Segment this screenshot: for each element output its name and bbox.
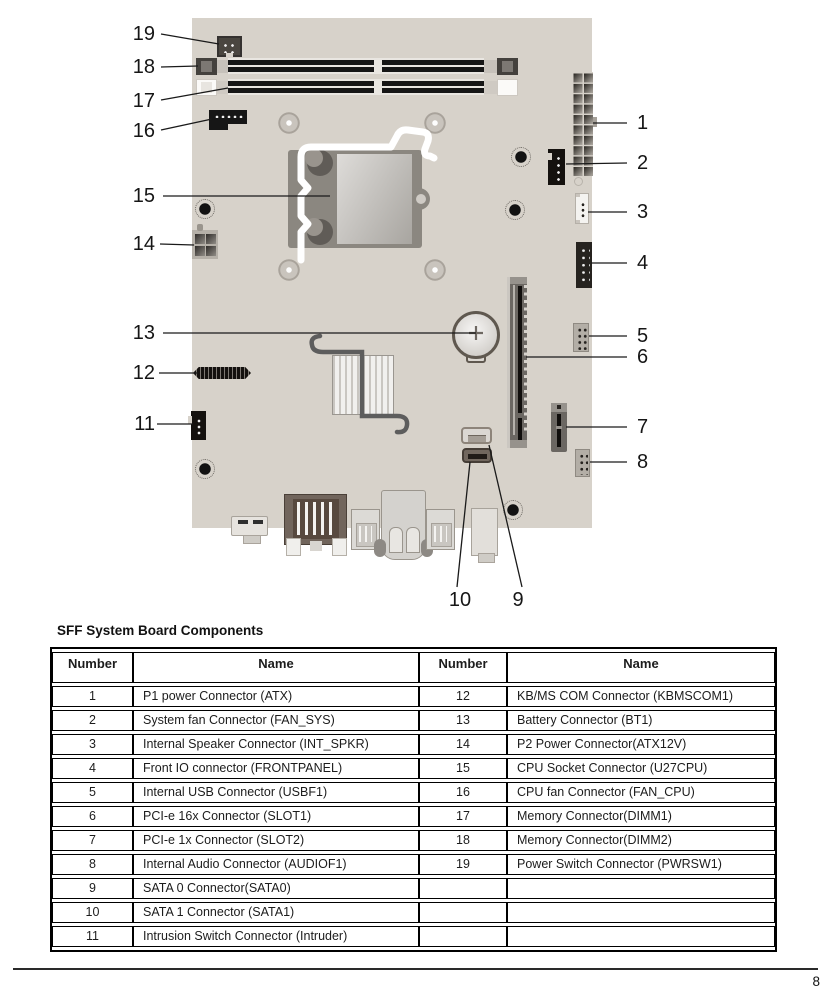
table-row [52,710,775,731]
cell-number: 10 [52,902,133,923]
callout-4: 4 [637,252,649,274]
cell-name: Battery Connector (BT1) [507,710,775,731]
port-slot [238,520,248,524]
callout-11: 11 [134,413,155,435]
port-opening [406,527,420,553]
usbf1-connector [573,323,589,352]
callout-10: 10 [448,589,472,611]
sata-slot [468,435,486,442]
pin-square [195,246,205,256]
callout-19: 19 [132,23,155,45]
callout-2: 2 [637,152,649,174]
connector-tab [593,117,597,127]
cell-number: 17 [419,806,507,827]
section-title: SFF System Board Components [57,623,264,638]
standoff [505,200,525,220]
dimm2-latch-right [497,58,518,75]
cell-number: 1 [52,686,133,707]
standoff [511,147,531,167]
pin-square [195,234,205,244]
cell-name [507,878,775,899]
cell-name: PCI-e 1x Connector (SLOT2) [133,830,419,851]
cell-number: 8 [52,854,133,875]
callout-12: 12 [132,362,155,384]
audiof1-connector [575,449,590,477]
cell-name: P2 Power Connector(ATX12V) [507,734,775,755]
pin-dots [221,40,238,53]
cell-name: Power Switch Connector (PWRSW1) [507,854,775,875]
intrusion-connector [191,411,206,440]
cell-number [419,926,507,947]
slot-line [513,285,515,435]
cell-number: 19 [419,854,507,875]
cell-number: 15 [419,758,507,779]
cpu-socket-plate [337,154,412,244]
latch-inner [502,61,513,72]
dimm1-slot [228,79,484,95]
slot-wall [228,88,484,93]
dimm1-base-right [484,81,497,94]
slot-notch [374,58,382,74]
slot-opening [518,286,522,413]
slot-wall [228,67,484,72]
mounting-hole [424,112,446,134]
connector-notch [226,53,233,57]
connector-notch [548,153,552,160]
connector-notch [188,416,192,424]
cell-number: 7 [52,830,133,851]
slot-notch [556,426,562,429]
frontpanel-connector [576,242,592,288]
cell-name: PCI-e 16x Connector (SLOT1) [133,806,419,827]
cell-number: 18 [419,830,507,851]
callout-17: 17 [132,90,155,112]
leader-14 [160,244,194,245]
cell-name: CPU fan Connector (FAN_CPU) [507,782,775,803]
callout-1: 1 [637,112,649,134]
socket-cam-cap [305,149,323,167]
port-tab [478,553,495,563]
table-row [52,878,775,899]
slot-cap [510,277,527,284]
dimm2-slot [228,58,484,74]
atx-power-connector [572,72,593,176]
header-number: Number [52,652,133,683]
socket-cam-cap [305,218,323,236]
latch-inner [201,82,212,93]
port-tab [310,541,322,551]
callout-9: 9 [512,589,524,611]
port-leg [286,538,301,556]
mounting-hole [278,259,300,281]
callout-16: 16 [132,120,155,142]
cell-number: 12 [419,686,507,707]
cell-number [419,878,507,899]
sata0-connector [461,427,492,444]
pin-dots [579,246,590,285]
table-row [52,830,775,851]
heatsink-fins [332,355,394,415]
components-table [50,647,777,952]
port-pins [359,526,372,542]
rear-port-small [231,516,268,536]
page-number: 8 [812,974,820,989]
cell-number: 2 [52,710,133,731]
dimm2-latch-left [196,58,217,75]
cell-number: 14 [419,734,507,755]
callout-7: 7 [637,416,649,438]
pcie-x16-slot [507,277,527,448]
table-row [52,782,775,803]
port-slot [253,520,263,524]
cpu-fan-connector [209,110,247,124]
rear-port-right [471,508,498,556]
pin-dots [554,154,560,181]
connector-tab [576,220,580,223]
cell-number: 4 [52,758,133,779]
connector-lip [209,123,228,130]
pin-dots [576,326,587,350]
power-switch-connector [217,36,242,57]
table-row [52,902,775,923]
dimm1-latch-left [196,79,217,96]
slot-teeth [524,285,528,435]
cell-name: Front IO connector (FRONTPANEL) [133,758,419,779]
table-row [52,686,775,707]
kbmscom-connector [193,367,251,379]
port-lug [374,539,386,557]
cell-name [507,902,775,923]
table-body [52,686,775,947]
footer-rule [13,968,818,970]
header-name: Name [133,652,419,683]
slot-wall [228,81,484,86]
callout-5: 5 [637,325,649,347]
callout-8: 8 [637,451,649,473]
port-pins [434,526,447,542]
standoff [195,199,215,219]
cell-name [507,926,775,947]
cell-number: 3 [52,734,133,755]
port-tab [243,535,261,544]
table-row [52,926,775,947]
socket-hole [416,194,426,204]
port-opening [389,527,403,553]
connector-tab [576,194,580,197]
slot-wall [228,60,484,65]
callout-15: 15 [132,185,155,207]
table-row [52,806,775,827]
usb-stack-port [381,490,426,560]
cell-name: Internal Audio Connector (AUDIOF1) [133,854,419,875]
cell-name: KB/MS COM Connector (KBMSCOM1) [507,686,775,707]
cell-name: CPU Socket Connector (U27CPU) [507,758,775,779]
port-leg [332,538,347,556]
speaker-connector [575,193,589,224]
cell-name: SATA 1 Connector (SATA1) [133,902,419,923]
atx12v-connector [192,230,218,259]
callout-14: 14 [132,233,155,255]
ethernet-port [284,494,347,545]
latch-inner [201,61,212,72]
sata-slot [468,454,487,459]
cell-name: Memory Connector(DIMM1) [507,806,775,827]
cell-number: 6 [52,806,133,827]
callout-13: 13 [132,322,155,344]
header-number2: Number [419,652,507,683]
standoff [195,459,215,479]
cell-number: 5 [52,782,133,803]
cell-name: P1 power Connector (ATX) [133,686,419,707]
usb-port [426,509,455,550]
standoff [503,500,523,520]
pin-dots [580,201,585,218]
screw-hole-small [574,177,583,186]
mounting-hole [278,112,300,134]
cell-name: Intrusion Switch Connector (Intruder) [133,926,419,947]
slot-opening [557,414,561,447]
cell-number [419,902,507,923]
sata1-connector [462,448,492,463]
table-header-row [52,652,775,683]
header-name2: Name [507,652,775,683]
system-fan-connector [548,149,565,185]
pcie-x1-slot [551,403,567,452]
cell-name: Internal USB Connector (USBF1) [133,782,419,803]
coin-battery [452,311,500,359]
connector-pin [197,224,203,231]
cell-name: Memory Connector(DIMM2) [507,830,775,851]
table-row [52,734,775,755]
cell-number: 9 [52,878,133,899]
cell-number: 13 [419,710,507,731]
callout-18: 18 [132,56,155,78]
table-row [52,854,775,875]
pin-dots [578,452,588,475]
dimm1-latch-right [497,79,518,96]
cell-number: 16 [419,782,507,803]
port-pins [297,502,335,535]
pin-dots [213,113,243,118]
slot-cap [510,440,527,448]
slot-opening [518,418,522,440]
slot-key [557,405,561,409]
cell-name: SATA 0 Connector(SATA0) [133,878,419,899]
pin-dots [195,417,201,436]
callout-3: 3 [637,201,649,223]
cell-number: 11 [52,926,133,947]
table-row [52,758,775,779]
pin-square [206,234,216,244]
slot-notch [374,79,382,95]
mounting-hole [424,259,446,281]
pin-square [206,246,216,256]
callout-6: 6 [637,346,649,368]
cell-name: Internal Speaker Connector (INT_SPKR) [133,734,419,755]
cell-name: System fan Connector (FAN_SYS) [133,710,419,731]
dimm2-base-right [484,60,497,73]
